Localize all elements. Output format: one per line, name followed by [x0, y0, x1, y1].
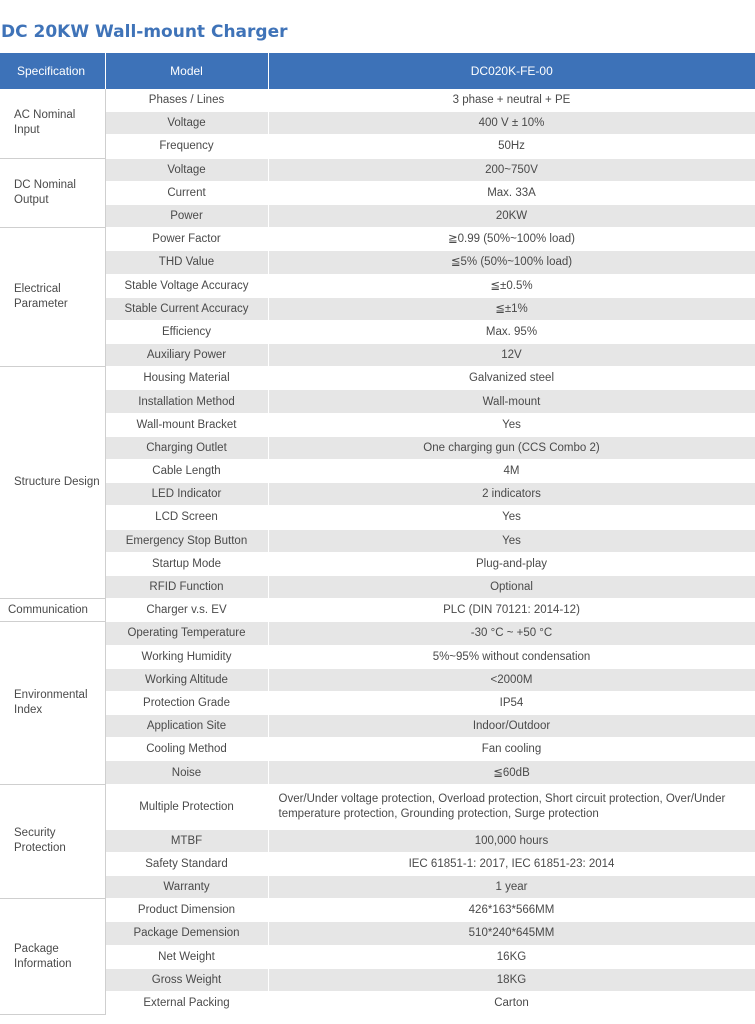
table-row — [0, 829, 755, 852]
parameter-cell: Cable Length — [105, 460, 268, 483]
value-cell: 426*163*566MM — [268, 899, 755, 922]
parameter-cell: Stable Current Accuracy — [105, 297, 268, 320]
value-cell: 20KW — [268, 204, 755, 227]
value-cell: Yes — [268, 413, 755, 436]
parameter-cell: Housing Material — [105, 367, 268, 390]
value-cell: 1 year — [268, 876, 755, 899]
value-cell: Yes — [268, 529, 755, 552]
table-row — [0, 320, 755, 343]
table-row — [0, 715, 755, 738]
category-label: Package Information — [14, 942, 72, 970]
category-label: Security Protection — [14, 827, 66, 855]
table-row — [0, 506, 755, 529]
parameter-cell: Protection Grade — [105, 691, 268, 714]
table-row — [0, 483, 755, 506]
value-cell: 50Hz — [268, 135, 755, 158]
category-cell — [0, 622, 105, 784]
table-row — [0, 552, 755, 575]
value-cell: 3 phase + neutral + PE — [268, 89, 755, 112]
value-cell: -30 °C ~ +50 °C — [268, 622, 755, 645]
value-cell: Over/Under voltage protection, Overload protection, Short circuit protection, Over/Under temperature protection, Grounding protection, Surge protection — [268, 784, 755, 829]
parameter-cell: Charging Outlet — [105, 436, 268, 459]
value-cell: ≦5% (50%~100% load) — [268, 251, 755, 274]
value-cell: Galvanized steel — [268, 367, 755, 390]
table-row — [0, 181, 755, 204]
value-cell: 100,000 hours — [268, 829, 755, 852]
category-cell — [0, 899, 105, 1015]
category-label: Structure Design — [14, 476, 100, 489]
value-cell: IP54 — [268, 691, 755, 714]
table-row — [0, 529, 755, 552]
value-cell: 16KG — [268, 945, 755, 968]
header-model-number: DC020K-FE-00 — [268, 53, 755, 89]
category-cell — [0, 89, 105, 158]
table-row — [0, 204, 755, 227]
table-row — [0, 599, 755, 622]
parameter-cell: Net Weight — [105, 945, 268, 968]
parameter-cell: Multiple Protection — [105, 784, 268, 829]
value-cell: Plug-and-play — [268, 552, 755, 575]
table-row — [0, 645, 755, 668]
parameter-cell: Gross Weight — [105, 968, 268, 991]
value-cell: 4M — [268, 460, 755, 483]
category-label: DC Nominal Output — [14, 178, 76, 206]
parameter-cell: Working Humidity — [105, 645, 268, 668]
value-cell: 200~750V — [268, 158, 755, 181]
header-specification: Specification — [0, 53, 105, 89]
table-row — [0, 945, 755, 968]
table-row — [0, 622, 755, 645]
table-row — [0, 135, 755, 158]
parameter-cell: LED Indicator — [105, 483, 268, 506]
table-row — [0, 297, 755, 320]
value-cell: One charging gun (CCS Combo 2) — [268, 436, 755, 459]
parameter-cell: Voltage — [105, 158, 268, 181]
table-row — [0, 899, 755, 922]
parameter-cell: Voltage — [105, 112, 268, 135]
value-cell: 510*240*645MM — [268, 922, 755, 945]
value-cell: Optional — [268, 575, 755, 598]
value-cell: Yes — [268, 506, 755, 529]
table-row — [0, 761, 755, 784]
table-row — [0, 112, 755, 135]
parameter-cell: THD Value — [105, 251, 268, 274]
parameter-cell: Installation Method — [105, 390, 268, 413]
value-cell: ≦±1% — [268, 297, 755, 320]
parameter-cell: Current — [105, 181, 268, 204]
value-cell: <2000M — [268, 668, 755, 691]
table-row — [0, 668, 755, 691]
parameter-cell: Product Dimension — [105, 899, 268, 922]
value-cell: Wall-mount — [268, 390, 755, 413]
table-row — [0, 367, 755, 390]
spec-table-body — [0, 89, 755, 1015]
parameter-cell: MTBF — [105, 829, 268, 852]
table-row — [0, 390, 755, 413]
parameter-cell: External Packing — [105, 991, 268, 1014]
parameter-cell: Startup Mode — [105, 552, 268, 575]
value-cell: IEC 61851-1: 2017, IEC 61851-23: 2014 — [268, 852, 755, 875]
value-cell: ≧0.99 (50%~100% load) — [268, 228, 755, 251]
parameter-cell: Wall-mount Bracket — [105, 413, 268, 436]
category-cell — [0, 228, 105, 367]
category-cell — [0, 367, 105, 599]
page-title: DC 20KW Wall-mount Charger — [1, 22, 288, 42]
category-label: Electrical Parameter — [14, 283, 68, 311]
parameter-cell: RFID Function — [105, 575, 268, 598]
value-cell: Max. 33A — [268, 181, 755, 204]
table-row — [0, 158, 755, 181]
value-cell: 18KG — [268, 968, 755, 991]
parameter-cell: Power — [105, 204, 268, 227]
value-cell: ≦60dB — [268, 761, 755, 784]
category-label: Communication — [8, 603, 88, 616]
parameter-cell: LCD Screen — [105, 506, 268, 529]
table-row — [0, 691, 755, 714]
table-row — [0, 852, 755, 875]
parameter-cell: Cooling Method — [105, 738, 268, 761]
parameter-cell: Emergency Stop Button — [105, 529, 268, 552]
spec-table — [0, 53, 755, 1015]
value-cell: ≦±0.5% — [268, 274, 755, 297]
category-label: AC Nominal Input — [14, 109, 76, 137]
parameter-cell: Safety Standard — [105, 852, 268, 875]
table-row — [0, 344, 755, 367]
parameter-cell: Noise — [105, 761, 268, 784]
parameter-cell: Charger v.s. EV — [105, 599, 268, 622]
category-cell — [0, 599, 105, 622]
value-cell: Indoor/Outdoor — [268, 715, 755, 738]
value-cell: Max. 95% — [268, 320, 755, 343]
parameter-cell: Efficiency — [105, 320, 268, 343]
parameter-cell: Working Altitude — [105, 668, 268, 691]
table-row — [0, 968, 755, 991]
table-row — [0, 738, 755, 761]
parameter-cell: Warranty — [105, 876, 268, 899]
parameter-cell: Application Site — [105, 715, 268, 738]
value-cell: PLC (DIN 70121: 2014-12) — [268, 599, 755, 622]
table-row — [0, 784, 755, 829]
table-row — [0, 413, 755, 436]
table-header-row — [0, 53, 755, 89]
category-label: Environmental Index — [14, 688, 88, 716]
value-cell: 2 indicators — [268, 483, 755, 506]
table-row — [0, 460, 755, 483]
table-row — [0, 228, 755, 251]
header-model: Model — [105, 53, 268, 89]
parameter-cell: Operating Temperature — [105, 622, 268, 645]
category-cell — [0, 784, 105, 899]
parameter-cell: Package Demension — [105, 922, 268, 945]
table-row — [0, 436, 755, 459]
value-cell: 12V — [268, 344, 755, 367]
table-row — [0, 575, 755, 598]
value-cell: Carton — [268, 991, 755, 1014]
value-cell: Fan cooling — [268, 738, 755, 761]
table-row — [0, 991, 755, 1014]
table-row — [0, 922, 755, 945]
table-row — [0, 89, 755, 112]
parameter-cell: Auxiliary Power — [105, 344, 268, 367]
parameter-cell: Power Factor — [105, 228, 268, 251]
parameter-cell: Frequency — [105, 135, 268, 158]
parameter-cell: Stable Voltage Accuracy — [105, 274, 268, 297]
table-row — [0, 251, 755, 274]
table-row — [0, 274, 755, 297]
value-cell: 5%~95% without condensation — [268, 645, 755, 668]
category-cell — [0, 158, 105, 228]
value-cell: 400 V ± 10% — [268, 112, 755, 135]
parameter-cell: Phases / Lines — [105, 89, 268, 112]
table-row — [0, 876, 755, 899]
